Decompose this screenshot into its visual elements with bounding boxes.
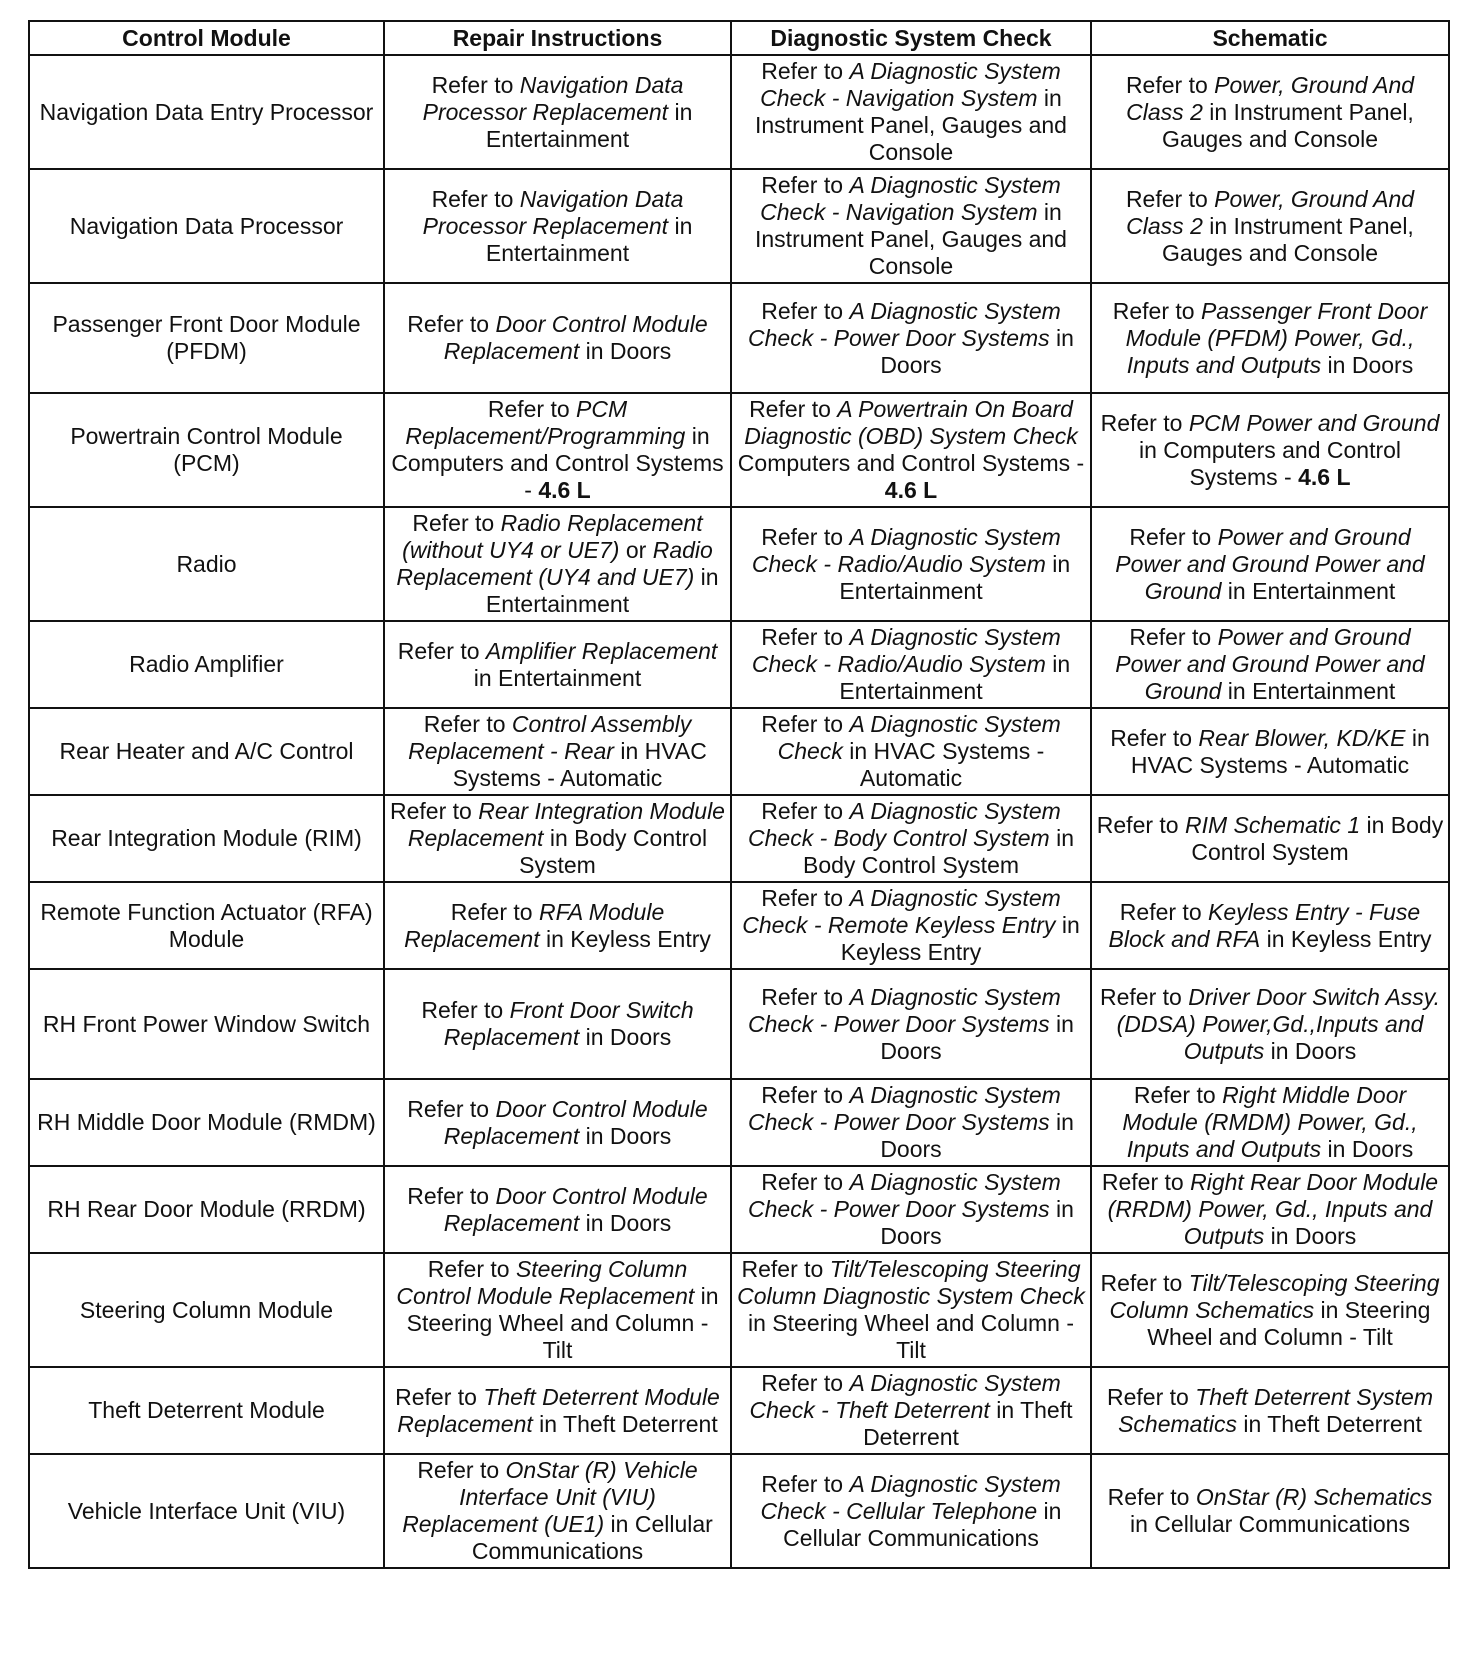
reference-title-text: RFA Module Replacement	[404, 898, 665, 952]
reference-text: in Doors	[579, 1024, 672, 1050]
reference-text: Refer to	[423, 711, 512, 737]
reference-text: in Computers and Control Systems -	[391, 423, 724, 503]
diagnostic-check-cell	[731, 283, 1091, 393]
header-row	[29, 21, 1449, 55]
table-row	[29, 882, 1449, 969]
repair-instructions-cell	[384, 169, 731, 283]
reference-title-text: RIM Schematic 1	[1185, 811, 1361, 838]
reference-title-text: Rear Blower, KD/KE	[1198, 724, 1406, 751]
module-cell: Remote Function Actuator (RFA) Module	[29, 882, 384, 969]
reference-title-text: A Diagnostic System Check - Radio/Audio System	[751, 523, 1061, 577]
header-schematic: Schematic	[1091, 21, 1449, 55]
reference-text: Refer to	[1110, 724, 1199, 751]
reference-text: Refer to	[1125, 185, 1215, 212]
schematic-cell	[1091, 1166, 1449, 1253]
reference-title-text: Keyless Entry - Fuse Block and RFA	[1108, 898, 1421, 952]
reference-title-text: Radio Replacement (UY4 and UE7)	[396, 537, 713, 590]
repair-instructions-cell	[384, 507, 731, 621]
reference-text: 4.6 L	[884, 477, 938, 503]
reference-title-text: Control Assembly Replacement - Rear	[408, 711, 692, 764]
reference-text: Refer to	[1096, 811, 1185, 838]
schematic-cell	[1091, 882, 1449, 969]
schematic-cell	[1091, 1253, 1449, 1367]
reference-text: in Doors	[880, 1109, 1074, 1162]
diagnostic-check-cell	[731, 1367, 1091, 1454]
diagnostic-check-cell	[731, 1079, 1091, 1166]
reference-text: Refer to	[397, 637, 486, 664]
repair-instructions-cell	[384, 1253, 731, 1367]
table-row	[29, 795, 1449, 882]
reference-title-text: Power, Ground And Class 2	[1126, 185, 1415, 239]
reference-text: Refer to	[407, 1095, 496, 1122]
reference-text: Refer to	[1101, 1169, 1191, 1195]
reference-text: in HVAC Systems - Automatic	[452, 738, 707, 791]
header-control-module: Control Module	[29, 21, 384, 55]
table-row	[29, 1367, 1449, 1454]
reference-text: in Entertainment	[473, 664, 642, 691]
reference-title-text: Tilt/Telescoping Steering Column Diagnostic System Check	[737, 1256, 1085, 1309]
reference-title-text: PCM Power and Ground	[1188, 409, 1440, 436]
reference-title-text: A Diagnostic System Check - Body Control System	[748, 798, 1061, 851]
diagnostic-check-cell	[731, 393, 1091, 507]
schematic-cell	[1091, 969, 1449, 1079]
repair-instructions-cell	[384, 55, 731, 169]
reference-text: in Doors	[1321, 351, 1414, 378]
reference-title-text: A Diagnostic System Check - Power Door Systems	[748, 297, 1061, 351]
reference-text: in Body Control System	[519, 825, 708, 878]
reference-text: Refer to	[761, 172, 850, 198]
repair-instructions-cell	[384, 1166, 731, 1253]
schematic-cell	[1091, 55, 1449, 169]
reference-text: in Steering Wheel and Column - Tilt	[1147, 1296, 1431, 1350]
reference-text: in Body Control System	[802, 825, 1074, 878]
control-module-reference-table	[28, 20, 1450, 1569]
reference-title-text: A Diagnostic System Check - Theft Deterrent	[749, 1370, 1061, 1423]
reference-text: in Theft Deterrent	[863, 1397, 1073, 1450]
module-cell: Rear Heater and A/C Control	[29, 708, 384, 795]
reference-text: Refer to	[761, 624, 850, 650]
reference-text: Refer to	[761, 523, 850, 550]
reference-title-text: A Diagnostic System Check - Power Door Systems	[748, 1082, 1061, 1135]
reference-text: Refer to	[417, 1457, 506, 1483]
diagnostic-check-cell	[731, 55, 1091, 169]
reference-title-text: PCM Replacement/Programming	[405, 396, 686, 449]
table-row	[29, 507, 1449, 621]
reference-text: in Doors	[880, 1196, 1074, 1249]
reference-text: in Entertainment	[1221, 577, 1396, 604]
reference-text: in Theft Deterrent	[532, 1410, 718, 1437]
diagnostic-check-cell	[731, 507, 1091, 621]
schematic-cell	[1091, 708, 1449, 795]
reference-title-text: Door Control Module Replacement	[443, 1095, 708, 1149]
diagnostic-check-cell	[731, 621, 1091, 708]
reference-text: Computers and Control Systems -	[737, 450, 1085, 476]
header-diagnostic-system-check: Diagnostic System Check	[731, 21, 1091, 55]
header-repair-instructions: Repair Instructions	[384, 21, 731, 55]
reference-text: Refer to	[1100, 1269, 1189, 1296]
reference-text: in Entertainment	[839, 550, 1071, 604]
reference-title-text: A Diagnostic System Check - Navigation System	[760, 172, 1061, 225]
repair-instructions-cell	[384, 1454, 731, 1568]
diagnostic-check-cell	[731, 882, 1091, 969]
reference-text: Refer to	[741, 1256, 830, 1282]
reference-text: Refer to	[1112, 297, 1201, 324]
reference-text: Refer to	[761, 1169, 850, 1195]
reference-text: Refer to	[761, 885, 850, 911]
reference-text: Refer to	[761, 983, 850, 1010]
schematic-cell	[1091, 1079, 1449, 1166]
diagnostic-check-cell	[731, 969, 1091, 1079]
table-row	[29, 393, 1449, 507]
diagnostic-check-cell	[731, 1166, 1091, 1253]
module-cell: Rear Integration Module (RIM)	[29, 795, 384, 882]
reference-text: in Theft Deterrent	[1236, 1410, 1422, 1437]
reference-text: in Doors	[579, 338, 672, 364]
diagnostic-check-cell	[731, 1454, 1091, 1568]
schematic-cell	[1091, 795, 1449, 882]
reference-text: Refer to	[1100, 983, 1189, 1010]
reference-title-text: Amplifier Replacement	[485, 637, 718, 664]
reference-title-text: A Diagnostic System Check - Power Door Systems	[748, 1169, 1061, 1222]
reference-text: in Doors	[1321, 1136, 1414, 1162]
module-cell: RH Rear Door Module (RRDM)	[29, 1166, 384, 1253]
reference-text: in Entertainment	[839, 651, 1071, 704]
table-row	[29, 1079, 1449, 1166]
reference-title-text: Driver Door Switch Assy.(DDSA) Power,Gd.,Inputs and Outputs	[1116, 983, 1440, 1064]
reference-text: 4.6 L	[538, 477, 591, 503]
reference-text: in Doors	[1264, 1223, 1357, 1249]
schematic-cell	[1091, 1454, 1449, 1568]
table-row	[29, 708, 1449, 795]
reference-text: Refer to	[390, 798, 479, 824]
reference-text: in Instrument Panel, Gauges and Console	[1161, 212, 1414, 266]
reference-text: Refer to	[1100, 409, 1189, 436]
reference-text: in Body Control System	[1191, 811, 1444, 865]
reference-text: in Entertainment	[485, 212, 693, 266]
reference-text: Refer to	[450, 898, 539, 925]
reference-text: in Keyless Entry	[539, 925, 711, 952]
schematic-cell	[1091, 393, 1449, 507]
reference-text: Refer to	[1107, 1383, 1196, 1410]
reference-text: Refer to	[421, 997, 510, 1023]
reference-text: Refer to	[761, 1470, 850, 1497]
reference-title-text: A Diagnostic System Check	[777, 711, 1061, 764]
reference-text: or	[619, 537, 653, 563]
reference-title-text: Power and Ground Power and Ground Power and Ground	[1115, 523, 1425, 604]
reference-text: in Doors	[880, 324, 1074, 378]
module-cell: Steering Column Module	[29, 1253, 384, 1367]
reference-title-text: Steering Column Control Module Replacement	[396, 1256, 695, 1309]
reference-text: Refer to	[1107, 1484, 1196, 1510]
reference-text: 4.6 L	[1298, 463, 1351, 490]
reference-text: in Cellular Communications	[783, 1497, 1062, 1551]
table-row	[29, 1253, 1449, 1367]
reference-text: Refer to	[749, 396, 838, 422]
reference-title-text: Rear Integration Module Replacement	[407, 798, 725, 851]
reference-text: in Cellular Communications	[1130, 1511, 1410, 1537]
reference-title-text: A Diagnostic System Check - Navigation System	[760, 58, 1061, 111]
table-row	[29, 169, 1449, 283]
reference-text: in Entertainment	[485, 564, 719, 617]
repair-instructions-cell	[384, 283, 731, 393]
module-cell: Theft Deterrent Module	[29, 1367, 384, 1454]
reference-text: Refer to	[1125, 71, 1215, 98]
table-row	[29, 621, 1449, 708]
schematic-cell	[1091, 1367, 1449, 1454]
module-cell: Powertrain Control Module (PCM)	[29, 393, 384, 507]
reference-text: Refer to	[1133, 1082, 1223, 1108]
table-row	[29, 969, 1449, 1079]
reference-title-text: A Diagnostic System Check - Power Door Systems	[748, 983, 1061, 1037]
reference-text: in Entertainment	[1221, 678, 1396, 704]
reference-text: Refer to	[395, 1383, 484, 1410]
reference-title-text: Right Rear Door Module (RRDM) Power, Gd., Inputs and Outputs	[1107, 1169, 1439, 1249]
module-cell: Navigation Data Entry Processor	[29, 55, 384, 169]
reference-text: in HVAC Systems - Automatic	[1130, 724, 1430, 778]
reference-text: Refer to	[761, 711, 850, 737]
repair-instructions-cell	[384, 1079, 731, 1166]
reference-text: in Doors	[579, 1209, 672, 1236]
reference-text: Refer to	[761, 297, 850, 324]
reference-text: Refer to	[761, 58, 850, 84]
reference-title-text: Right Middle Door Module (RMDM) Power, Gd., Inputs and Outputs	[1122, 1082, 1418, 1162]
reference-title-text: OnStar (R) Vehicle Interface Unit (VIU) Replacement (UE1)	[402, 1457, 698, 1537]
reference-text: Refer to	[1129, 624, 1218, 650]
repair-instructions-cell	[384, 393, 731, 507]
reference-text: in Steering Wheel and Column - Tilt	[406, 1283, 719, 1363]
reference-text: Refer to	[412, 510, 501, 536]
reference-title-text: A Diagnostic System Check - Remote Keyless Entry	[742, 885, 1061, 938]
table-row	[29, 283, 1449, 393]
reference-title-text: Door Control Module Replacement	[443, 1182, 708, 1236]
reference-title-text: A Diagnostic System Check - Cellular Telephone	[760, 1470, 1061, 1524]
reference-text: Refer to	[761, 1370, 850, 1396]
schematic-cell	[1091, 283, 1449, 393]
reference-title-text: Radio Replacement (without UY4 or UE7)	[402, 510, 703, 563]
reference-title-text: Door Control Module Replacement	[443, 311, 708, 364]
reference-text: in Keyless Entry	[1260, 925, 1432, 952]
reference-text: in Steering Wheel and Column - Tilt	[748, 1310, 1074, 1363]
reference-text: in Instrument Panel, Gauges and Console	[755, 85, 1067, 165]
reference-title-text: Front Door Switch Replacement	[443, 997, 694, 1050]
module-cell: Radio Amplifier	[29, 621, 384, 708]
control-module-reference-table-container	[28, 20, 1448, 1569]
module-cell: Passenger Front Door Module (PFDM)	[29, 283, 384, 393]
reference-text: in Instrument Panel, Gauges and Console	[1161, 98, 1414, 152]
reference-text: in Cellular Communications	[471, 1511, 713, 1564]
reference-text: Refer to	[487, 396, 577, 422]
reference-title-text: Navigation Data Processor Replacement	[422, 71, 684, 125]
reference-text: in Doors	[579, 1122, 672, 1149]
schematic-cell	[1091, 169, 1449, 283]
reference-text: Refer to	[1119, 898, 1209, 925]
module-cell: RH Front Power Window Switch	[29, 969, 384, 1079]
diagnostic-check-cell	[731, 1253, 1091, 1367]
reference-text: in HVAC Systems - Automatic	[842, 738, 1045, 791]
diagnostic-check-cell	[731, 169, 1091, 283]
reference-title-text: Theft Deterrent Module Replacement	[397, 1383, 720, 1437]
reference-text: in Doors	[880, 1010, 1074, 1064]
repair-instructions-cell	[384, 708, 731, 795]
reference-text: Refer to	[431, 71, 520, 98]
repair-instructions-cell	[384, 1367, 731, 1454]
reference-text: Refer to	[1129, 523, 1218, 550]
reference-title-text: Navigation Data Processor Replacement	[422, 185, 684, 239]
table-body	[29, 55, 1449, 1568]
table-row	[29, 1454, 1449, 1568]
reference-text: Refer to	[427, 1256, 516, 1282]
diagnostic-check-cell	[731, 708, 1091, 795]
reference-text: in Entertainment	[485, 98, 693, 152]
reference-text: in Keyless Entry	[840, 912, 1080, 965]
reference-text: Refer to	[407, 311, 496, 337]
reference-title-text: OnStar (R) Schematics	[1195, 1484, 1433, 1510]
schematic-cell	[1091, 621, 1449, 708]
repair-instructions-cell	[384, 621, 731, 708]
reference-title-text: A Powertrain On Board Diagnostic (OBD) System Check	[744, 396, 1078, 449]
reference-title-text: Power, Ground And Class 2	[1126, 71, 1415, 125]
reference-text: in Doors	[1264, 1037, 1357, 1064]
schematic-cell	[1091, 507, 1449, 621]
repair-instructions-cell	[384, 882, 731, 969]
table-row	[29, 1166, 1449, 1253]
reference-title-text: Tilt/Telescoping Steering Column Schematics	[1109, 1269, 1440, 1323]
diagnostic-check-cell	[731, 795, 1091, 882]
reference-text: Refer to	[761, 798, 850, 824]
reference-text: Refer to	[431, 185, 520, 212]
reference-title-text: A Diagnostic System Check - Radio/Audio System	[751, 624, 1061, 677]
module-cell: Radio	[29, 507, 384, 621]
repair-instructions-cell	[384, 795, 731, 882]
module-cell: Vehicle Interface Unit (VIU)	[29, 1454, 384, 1568]
module-cell: RH Middle Door Module (RMDM)	[29, 1079, 384, 1166]
table-row	[29, 55, 1449, 169]
reference-title-text: Theft Deterrent System Schematics	[1118, 1383, 1433, 1437]
module-cell: Navigation Data Processor	[29, 169, 384, 283]
reference-title-text: Power and Ground Power and Ground Power and Ground	[1115, 624, 1425, 704]
reference-text: in Computers and Control Systems -	[1138, 436, 1402, 490]
reference-title-text: Passenger Front Door Module (PFDM) Power, Gd., Inputs and Outputs	[1125, 297, 1428, 378]
reference-text: Refer to	[761, 1082, 850, 1108]
reference-text: Refer to	[407, 1182, 496, 1209]
reference-text: in Instrument Panel, Gauges and Console	[755, 199, 1067, 279]
repair-instructions-cell	[384, 969, 731, 1079]
